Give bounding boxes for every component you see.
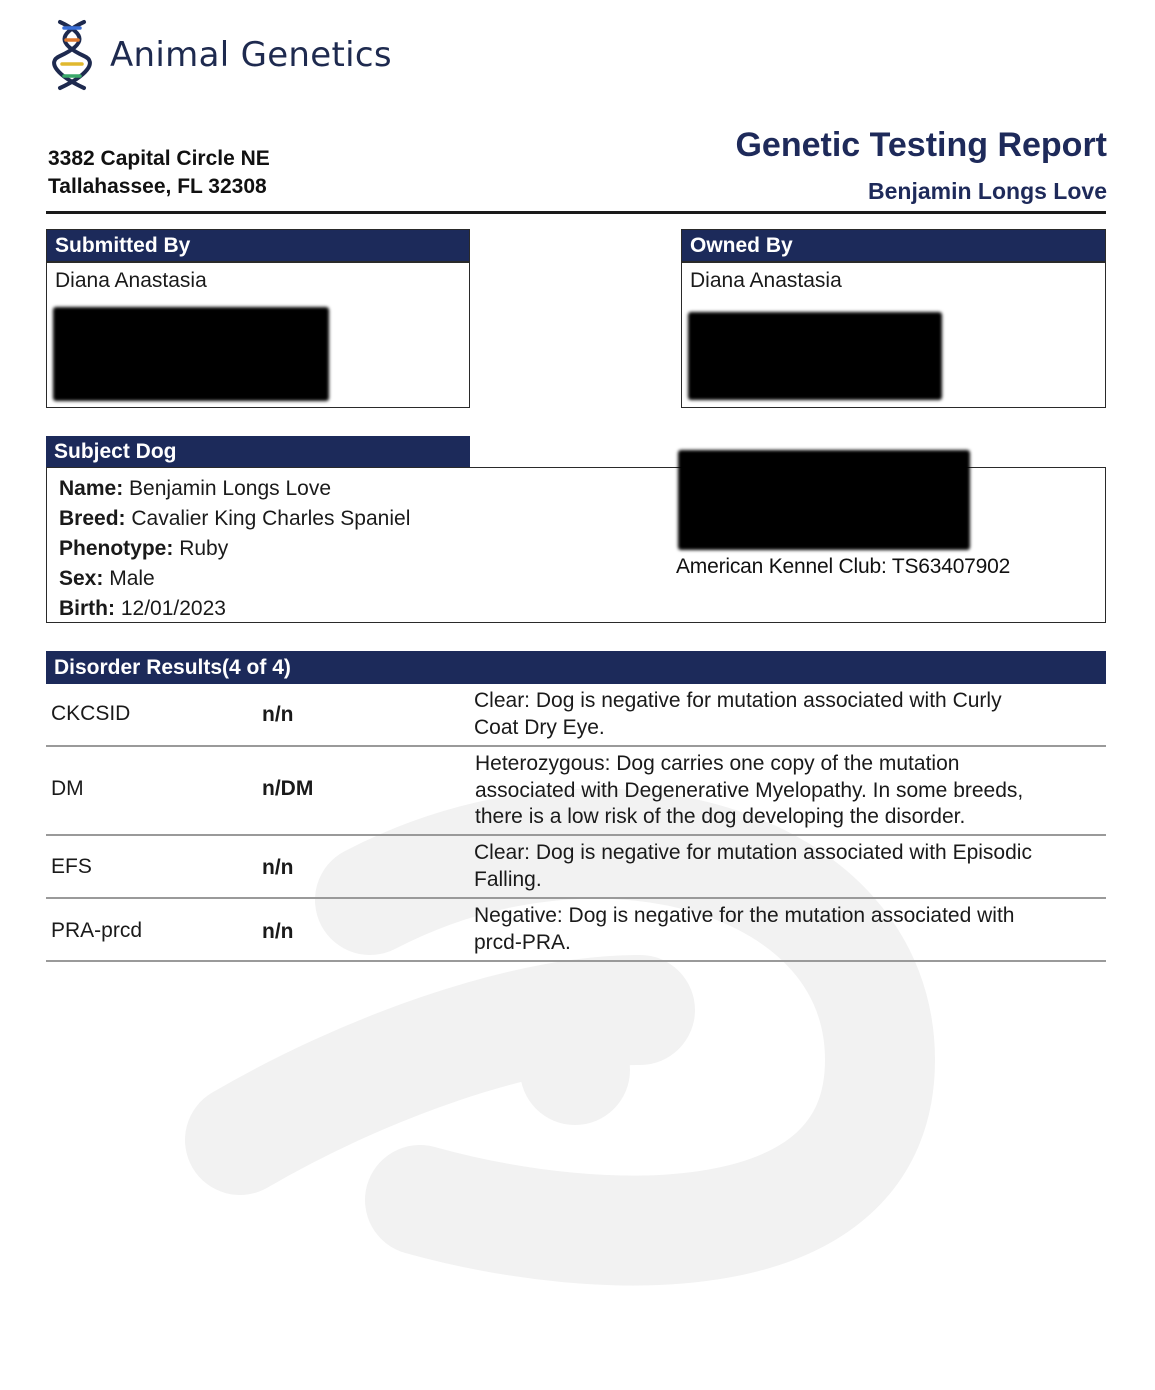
description-line: Negative: Dog is negative for the mutation associated with	[474, 904, 1015, 927]
submitted-by-name: Diana Anastasia	[55, 269, 207, 292]
field-phenotype	[59, 534, 410, 564]
field-name	[59, 474, 410, 504]
description-line: Heterozygous: Dog carries one copy of the mutation	[475, 752, 960, 775]
subject-dog-header: Subject Dog	[46, 436, 470, 467]
registry-number: American Kennel Club: TS63407902	[676, 555, 1011, 578]
address-line-2: Tallahassee, FL 32308	[48, 175, 267, 198]
brand-name: Animal Genetics	[110, 35, 392, 75]
field-label: Breed:	[59, 507, 126, 530]
owned-by-header: Owned By	[682, 230, 1105, 263]
field-breed	[59, 504, 410, 534]
field-value: Male	[109, 567, 155, 590]
table-row	[46, 747, 1106, 836]
result-description	[474, 840, 1099, 893]
description-line: Falling.	[474, 867, 542, 891]
owned-by-name: Diana Anastasia	[690, 269, 842, 292]
field-label: Sex:	[59, 567, 104, 590]
dna-helix-icon	[52, 18, 92, 92]
description-line: there is a low risk of the dog developing the disorder.	[475, 805, 966, 828]
genotype: n/n	[262, 856, 294, 879]
report-subject-name: Benjamin Longs Love	[868, 178, 1107, 204]
disorder-name: EFS	[51, 855, 92, 878]
submitted-by-header: Submitted By	[47, 230, 469, 263]
subject-dog-fields	[59, 474, 410, 624]
field-value: Cavalier King Charles Spaniel	[131, 507, 411, 530]
field-label: Phenotype:	[59, 537, 174, 560]
genotype: n/DM	[262, 777, 314, 800]
description-line: Clear: Dog is negative for mutation associated with Curly	[474, 689, 1002, 712]
header-divider	[46, 211, 1106, 214]
genotype: n/n	[262, 703, 294, 726]
field-label: Birth:	[59, 597, 115, 620]
genotype: n/n	[262, 920, 294, 943]
redacted-block	[678, 450, 970, 550]
disorder-name: PRA-prcd	[51, 919, 143, 942]
field-value: Benjamin Longs Love	[129, 477, 332, 500]
field-sex	[59, 564, 410, 594]
description-line: Clear: Dog is negative for mutation associated with Episodic	[474, 841, 1032, 864]
disorder-name: DM	[51, 777, 84, 800]
brand-logo	[52, 18, 392, 92]
description-line: Coat Dry Eye.	[474, 715, 605, 739]
results-table	[46, 684, 1106, 962]
lab-address	[48, 145, 270, 201]
table-row	[46, 684, 1106, 747]
report-title: Genetic Testing Report	[735, 126, 1107, 164]
table-row	[46, 899, 1106, 962]
address-line-1: 3382 Capital Circle NE	[48, 147, 270, 170]
field-value: Ruby	[179, 537, 229, 560]
description-line: associated with Degenerative Myelopathy. In some breeds,	[475, 778, 1024, 802]
field-birth	[59, 594, 410, 624]
result-description	[475, 751, 1100, 831]
result-description	[474, 903, 1099, 956]
description-line: prcd-PRA.	[474, 930, 571, 954]
table-row	[46, 836, 1106, 899]
redacted-block	[688, 312, 942, 400]
field-value: 12/01/2023	[120, 597, 226, 620]
field-label: Name:	[59, 477, 124, 500]
results-header: Disorder Results(4 of 4)	[46, 651, 1106, 684]
redacted-block	[53, 307, 329, 401]
result-description	[474, 688, 1099, 741]
disorder-name: CKCSID	[51, 702, 131, 725]
